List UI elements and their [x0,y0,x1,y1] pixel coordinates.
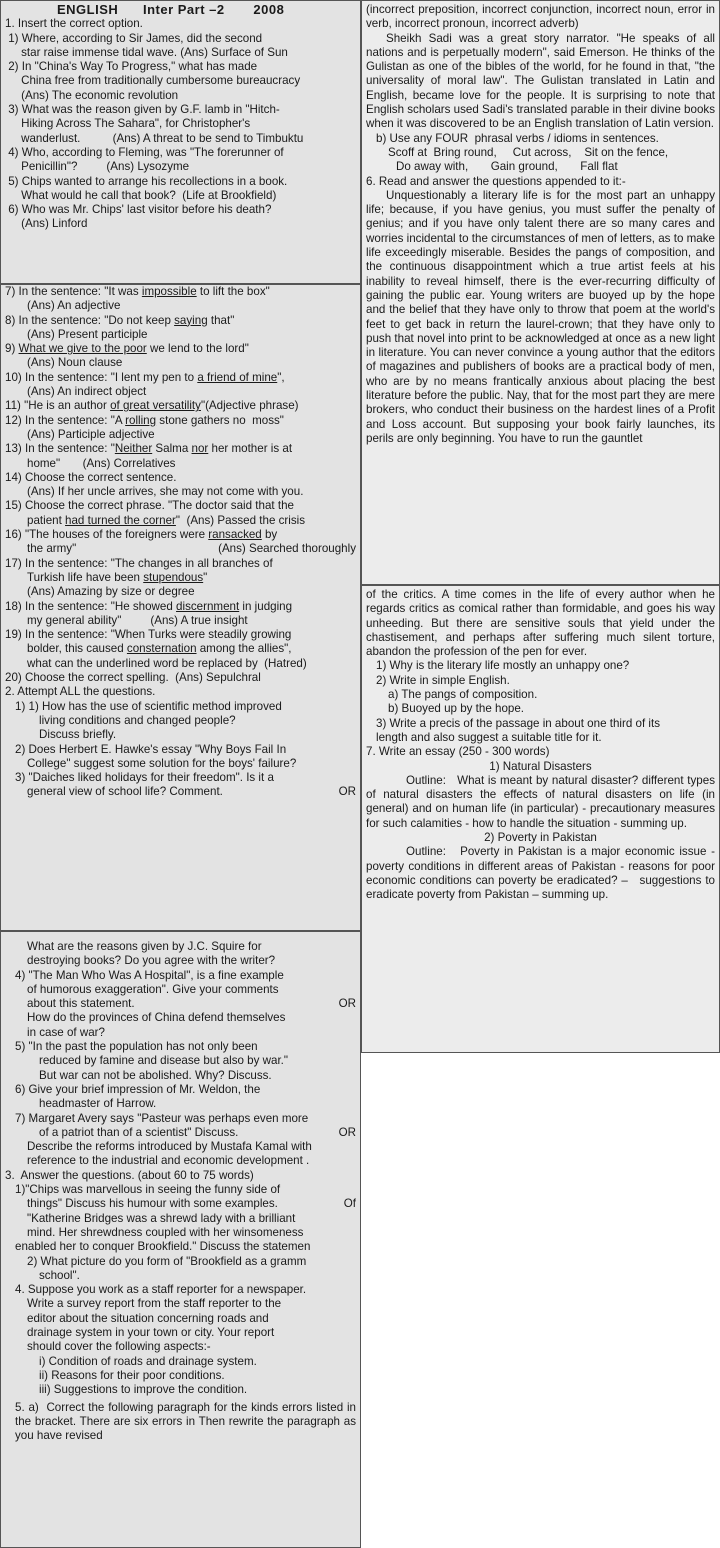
lb-line: mind. Her shrewdness coupled with her winsomeness [27,1225,304,1239]
lb-s3-q2: 2) What picture do you form of "Brookfield as a gramm [27,1254,307,1268]
q15: 15) Choose the correct phrase. "The doctor said that the [5,499,294,513]
q8: 8) In the sentence: "Do not keep saying that" [5,313,235,327]
passage-q2b: b) Buoyed up by the hope. [388,702,525,716]
q16-answer: the army" (Ans) Searched thoroughly [27,542,356,556]
or-label: OR [338,997,356,1011]
q12: 12) In the sentence: "A rolling stone gathers no moss" [5,413,284,427]
lb-line: should cover the following aspects:- [27,1340,211,1354]
mcq-line: (Ans) Linford [5,217,88,231]
q20: 20) Choose the correct spelling. (Ans) Sepulchral [5,671,261,685]
s2-q2: 2) Does Herbert E. Hawke's essay "Why Boys Fail In [15,742,287,756]
q10: 10) In the sentence: "I lent my pen to a friend of mine", [5,370,285,384]
mcq-line: star raise immense tidal wave. (Ans) Surface of Sun [5,45,288,59]
panel-left-top [0,0,361,284]
q10-answer: (Ans) An indirect object [27,385,147,399]
mcq-line: 6) Who was Mr. Chips' last visitor before his death? [5,203,272,217]
q8-answer: (Ans) Present participle [27,327,148,341]
mcq-line: Hiking Across The Sahara", for Christopher's [5,117,251,131]
lb-line: i) Condition of roads and drainage system. [39,1354,257,1368]
error-kinds: (incorrect preposition, incorrect conjunction, incorrect noun, error in verb, incorrect pronoun, incorrect adverb) [366,3,719,31]
or-label: OR [338,1125,356,1139]
q13: 13) In the sentence: "Neither Salma nor her mother is at [5,442,293,456]
phrasal-verbs-question: b) Use any FOUR phrasal verbs / idioms in sentences. [376,131,659,145]
lb-q4: 4) "The Man Who Was A Hospital", is a fine example [15,968,284,982]
s2-q1: 1) 1) How has the use of scientific method improved [15,699,282,713]
mcq-line: 2) In "China's Way To Progress," what has made [5,60,258,74]
sadi-paragraph: Sheikh Sadi was a great story narrator. "He speaks of all nations and is perpetually modern", said Emerson. He thinks of the Gulistan as one of the bibles of the world, for he found in that, "the universality of moral law". The Gulistan translated in Latin and English, became love for the people. It is surprising to note that English scholars used Sadi's translated parable in their divine books when it was discovered to be an English translation of Latin version. [366,31,719,131]
section-7-heading: 7. Write an essay (250 - 300 words) [366,745,550,759]
s2-q2-line2: College" suggest some solution for the boys' failure? [27,756,297,770]
passage-q1: 1) Why is the literary life mostly an unhappy one? [376,659,630,673]
lb-q6: 6) Give your brief impression of Mr. Weldon, the [15,1082,261,1096]
lb-q4-report: 4. Suppose you work as a staff reporter for a newspaper. [15,1283,307,1297]
q19-line3: what can the underlined word be replaced by (Hatred) [27,656,307,670]
lb-line: of humorous exaggeration". Give your comments [27,982,279,996]
lb-line: But war can not be abolished. Why? Discuss. [39,1068,272,1082]
section-2-heading: 2. Attempt ALL the questions. [5,685,156,699]
q11: 11) "He is an author of great versatility"(Adjective phrase) [5,399,299,413]
mcq-line: 4) Who, according to Fleming, was "The forerunner of [5,145,284,159]
mcq-line: 1) Where, according to Sir James, did the second [5,31,263,45]
q7-answer: (Ans) An adjective [27,299,121,313]
q12-answer: (Ans) Participle adjective [27,427,155,441]
q17-answer: (Ans) Amazing by size or degree [27,585,195,599]
q13-answer: home" (Ans) Correlatives [27,456,176,470]
q9-answer: (Ans) Noun clause [27,356,123,370]
s2-q3-line2: general view of school life? Comment. OR [27,785,356,799]
q7: 7) In the sentence: "It was impossible to lift the box" [5,285,270,298]
q16: 16) "The houses of the foreigners were ransacked by [5,528,278,542]
paper-header [5,3,356,17]
lb-line: iii) Suggestions to improve the condition. [39,1383,248,1397]
mcq-line: 3) What was the reason given by G.F. lamb in "Hitch- [5,103,280,117]
section-6-heading: 6. Read and answer the questions appended to it:- [366,174,626,188]
q17-line2: Turkish life have been stupendous" [27,570,208,584]
q17: 17) In the sentence: "The changes in all branches of [5,556,273,570]
lb-line: about this statement. OR [27,997,356,1011]
lb-line: enabled her to conquer Brookfield." Discuss the statemen [15,1240,311,1254]
mcq-line: (Ans) The economic revolution [5,88,179,102]
lb-line: "Katherine Bridges was a shrewd lady with a brilliant [27,1211,296,1225]
lb-line: editor about the situation concerning roads and [27,1311,269,1325]
section-3-heading: 3. Answer the questions. (about 60 to 75 words) [5,1168,254,1182]
mcq-line: 5) Chips wanted to arrange his recollections in a book. [5,174,288,188]
header-part: Inter Part –2 [142,2,225,17]
s2-q1-line3: Discuss briefly. [39,728,117,742]
header-year: 2008 [253,2,285,17]
q19: 19) In the sentence: "When Turks were steadily growing [5,628,292,642]
s2-q1-line2: living conditions and changed people? [39,713,236,727]
lb-line: drainage system in your town or city. Your report [27,1326,275,1340]
q14-answer: (Ans) If her uncle arrives, she may not come with you. [27,485,304,499]
mcq-line: 1. Insert the correct option. [5,17,143,31]
lb-line: How do the provinces of China defend themselves [27,1011,286,1025]
s2-q3: 3) "Daiches liked holidays for their freedom". Is it a [15,771,274,785]
phrasal-verbs-list-2: Do away with, Gain ground, Fall flat [396,160,618,174]
phrasal-verbs-list-1: Scoff at Bring round, Cut across, Sit on the fence, [388,145,669,159]
q15-answer: patient had turned the corner" (Ans) Passed the crisis [27,513,306,527]
essay-1-outline: Outline: What is meant by natural disaster? different types of natural disasters the effects of natural disasters on life (in general) and on human life (in particular) - precautionary measures for such calamities - how to handle the situation - summing up. [366,773,719,830]
lb-line: of a patriot than of a scientist" Discuss. OR [39,1125,356,1139]
passage-q2: 2) Write in simple English. [376,673,510,687]
literary-life-passage: Unquestionably a literary life is for the most part an unhappy life; because, if you have genius, you must suffer the penalty of genius; and if you have only talent there are so many cares and worries incidental to the circumstances of men of letters, as to make life exceedingly miserable. Besides the pangs of composition, and the continuous disappointment which a true artist feels at his inability to reveal himself, there is the ever-recurring difficulty of gaining the public ear. Young writers are buoyed up by the hope and the belief that they have only to throw that poem at the world's feet to get back in return the laurel-crown; that they have only to push that novel into print to be acknowledged at once as a new light in literature. You can never convince a young author that the editors of magazines and publishers of books are a practical body of men, who are by no means frantically anxious about placing the best literature before the public. Nay, that for the most part they are mere brokers, who conduct their business on the hardest lines of a Profit and Loss account. But supposing your book fairly launches, its perils are only beginning. You have to run the gauntlet [366,188,719,445]
q9: 9) What we give to the poor we lend to the lord" [5,342,249,356]
passage-q2a: a) The pangs of composition. [388,688,538,702]
lb-line: in case of war? [27,1025,105,1039]
lb-s3-q1: 1)"Chips was marvellous in seeing the funny side of [15,1183,281,1197]
lb-line: ii) Reasons for their poor conditions. [39,1368,225,1382]
header-subject: ENGLISH [57,2,119,17]
passage-continued: of the critics. A time comes in the life of every author when he regards critics as comical rather than formidable, and goes his way unheeding. But there are sensitive souls that yield under the chastisement, and perhaps after suffering much silent torture, abandon the profession of the pen for ever. [366,588,719,659]
panel-left-bottom [0,931,361,1548]
lb-line: reduced by famine and disease but also by war." [39,1054,289,1068]
lb-line: things" Discuss his humour with some examples. Of [27,1197,356,1211]
panel-right-top [361,0,720,585]
lb-line: What are the reasons given by J.C. Squire for [27,940,262,953]
mcq-line: China free from traditionally cumbersome bureaucracy [5,74,301,88]
lb-line: Describe the reforms introduced by Mustafa Kamal with [27,1140,312,1154]
essay-1-title: 1) Natural Disasters [489,759,592,773]
panel-right-bottom [361,585,720,1053]
lb-q7: 7) Margaret Avery says "Pasteur was perhaps even more [15,1111,309,1125]
lb-line: reference to the industrial and economic development . [27,1154,310,1168]
panel-left-middle [0,284,361,931]
mcq-line: What would he call that book? (Life at Brookfield) [5,188,277,202]
passage-q3: 3) Write a precis of the passage in about one third of its length and also suggest a suitable title for it. [376,716,664,744]
q18: 18) In the sentence: "He showed discernment in judging [5,599,293,613]
mcq-list-1-6 [5,17,356,231]
essay-2-outline: Outline: Poverty in Pakistan is a major economic issue - poverty conditions in different areas of Pakistan - reasons for poor economic conditions can poverty be eradicated? – suggestions to eradicate poverty from Pakistan – summing up. [366,845,719,902]
or-label: OR [338,785,356,799]
lb-q5-correct-paragraph: 5. a) Correct the following paragraph for the kinds errors listed in the bracket. There are six errors in Then rewrite the paragraph as you have revised [15,1400,360,1443]
or-label: Of [343,1197,356,1211]
mcq-line: Penicillin"? (Ans) Lysozyme [5,160,190,174]
q19-line2: bolder, this caused consternation among the allies", [27,642,292,656]
q18-answer: my general ability" (Ans) A true insight [27,613,248,627]
lb-line: Write a survey report from the staff reporter to the [27,1297,282,1311]
q14: 14) Choose the correct sentence. [5,470,177,484]
lb-line: destroying books? Do you agree with the writer? [27,954,276,968]
mcq-line: wanderlust. (Ans) A threat to be send to Timbuktu [5,131,304,145]
lb-q5: 5) "In the past the population has not only been [15,1040,258,1054]
essay-2-title: 2) Poverty in Pakistan [484,831,597,845]
lb-line: school". [39,1268,80,1282]
lb-line: headmaster of Harrow. [39,1097,157,1111]
